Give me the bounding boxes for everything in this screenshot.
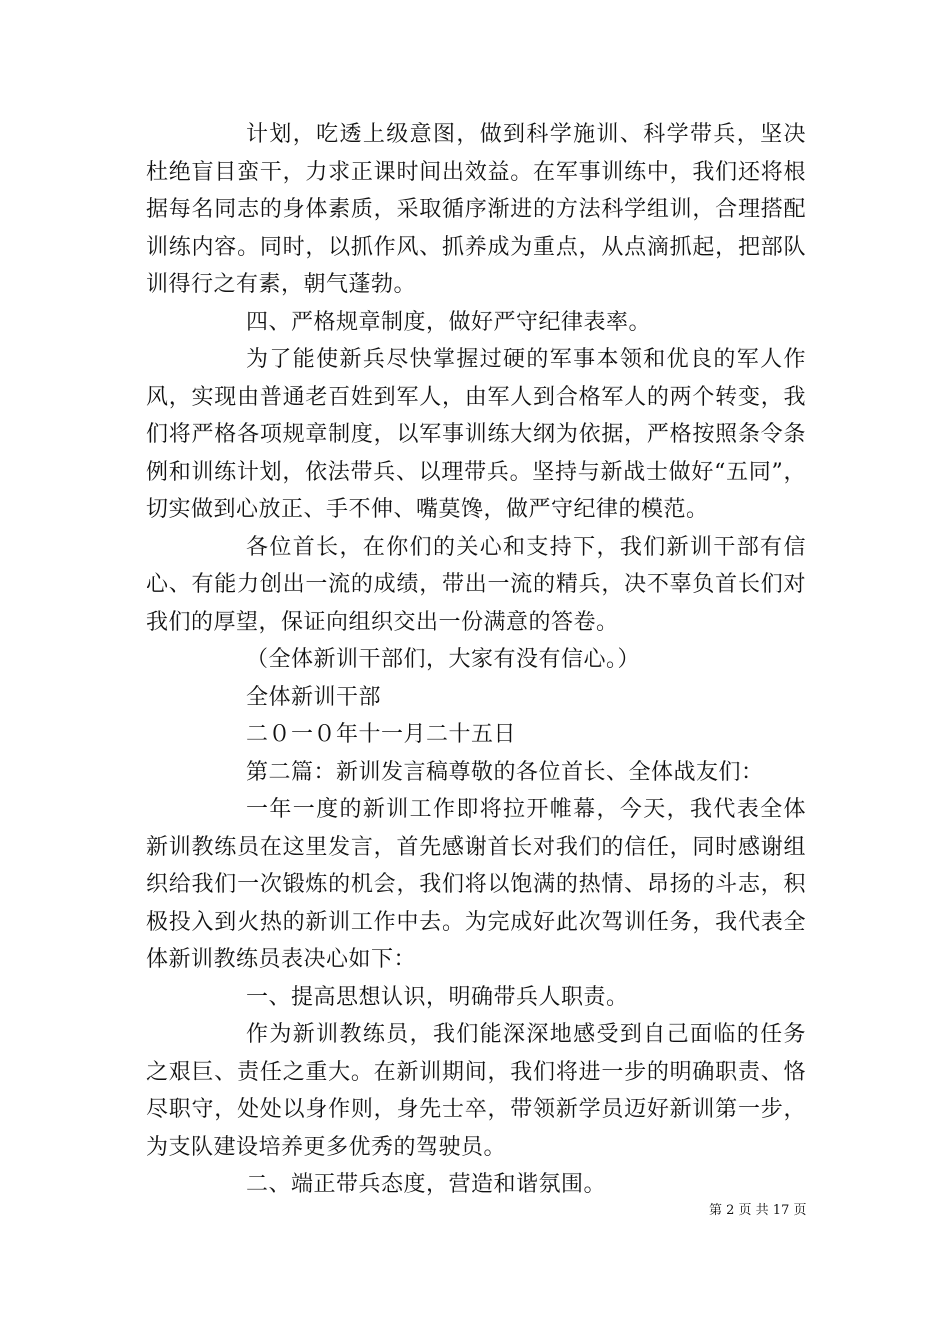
date-line: 二０一０年十一月二十五日	[246, 722, 517, 747]
paragraph-opening: 一年一度的新训工作即将拉开帷幕，今天，我代表全体新训教练员在这里发言，首先感谢首长对我们的信任，同时感谢组织给我们一次锻炼的机会，我们将以饱满的热情、昂扬的斗志，积极投入到火热的新训工作中去。为完成好此次驾训任务，我代表全体新训教练员表决心如下：	[146, 797, 806, 972]
paragraph-discipline: 为了能使新兵尽快掌握过硬的军事本领和优良的军人作风，实现由普通老百姓到军人，由军人到合格军人的两个转变，我们将严格各项规章制度，以军事训练大纲为依据，严格按照条令条例和训练计划，依法带兵、以理带兵。坚持与新战士做好“五同”，切实做到心放正、手不伸、嘴莫馋，做严守纪律的模范。	[146, 347, 806, 522]
heading-strict-rules: 四、严格规章制度，做好严守纪律表率。	[246, 309, 652, 335]
document-body	[146, 116, 806, 1204]
paragraph-commitment: 各位首长，在你们的关心和支持下，我们新训干部有信心、有能力创出一流的成绩，带出一流的精兵，决不辜负首长们对我们的厚望，保证向组织交出一份满意的答卷。	[146, 534, 806, 635]
section-title-second: 第二篇：新训发言稿尊敬的各位首长、全体战友们：	[246, 759, 764, 785]
signature-line: 全体新训干部	[246, 684, 382, 710]
paragraph-training-plan: 计划，吃透上级意图，做到科学施训、科学带兵，坚决杜绝盲目蛮干，力求正课时间出效益。在军事训练中，我们还将根据每名同志的身体素质，采取循序渐进的方法科学组训，合理搭配训练内容。同时，以抓作风、抓养成为重点，从点滴抓起，把部队训得行之有素，朝气蓬勃。	[146, 122, 806, 297]
page-number: 第 2 页 共 17 页	[709, 1203, 807, 1218]
heading-attitude: 二、端正带兵态度，营造和谐氛围。	[246, 1172, 607, 1197]
paragraph-rally-call: （全体新训干部们，大家有没有信心。）	[246, 647, 641, 672]
paragraph-duties: 作为新训教练员，我们能深深地感受到自己面临的任务之艰巨、责任之重大。在新训期间，我们将进一步的明确职责、恪尽职守，处处以身作则，身先士卒，带领新学员迈好新训第一步，为支队建设培养更多优秀的驾驶员。	[146, 1022, 806, 1160]
heading-raise-awareness: 一、提高思想认识，明确带兵人职责。	[246, 984, 629, 1010]
